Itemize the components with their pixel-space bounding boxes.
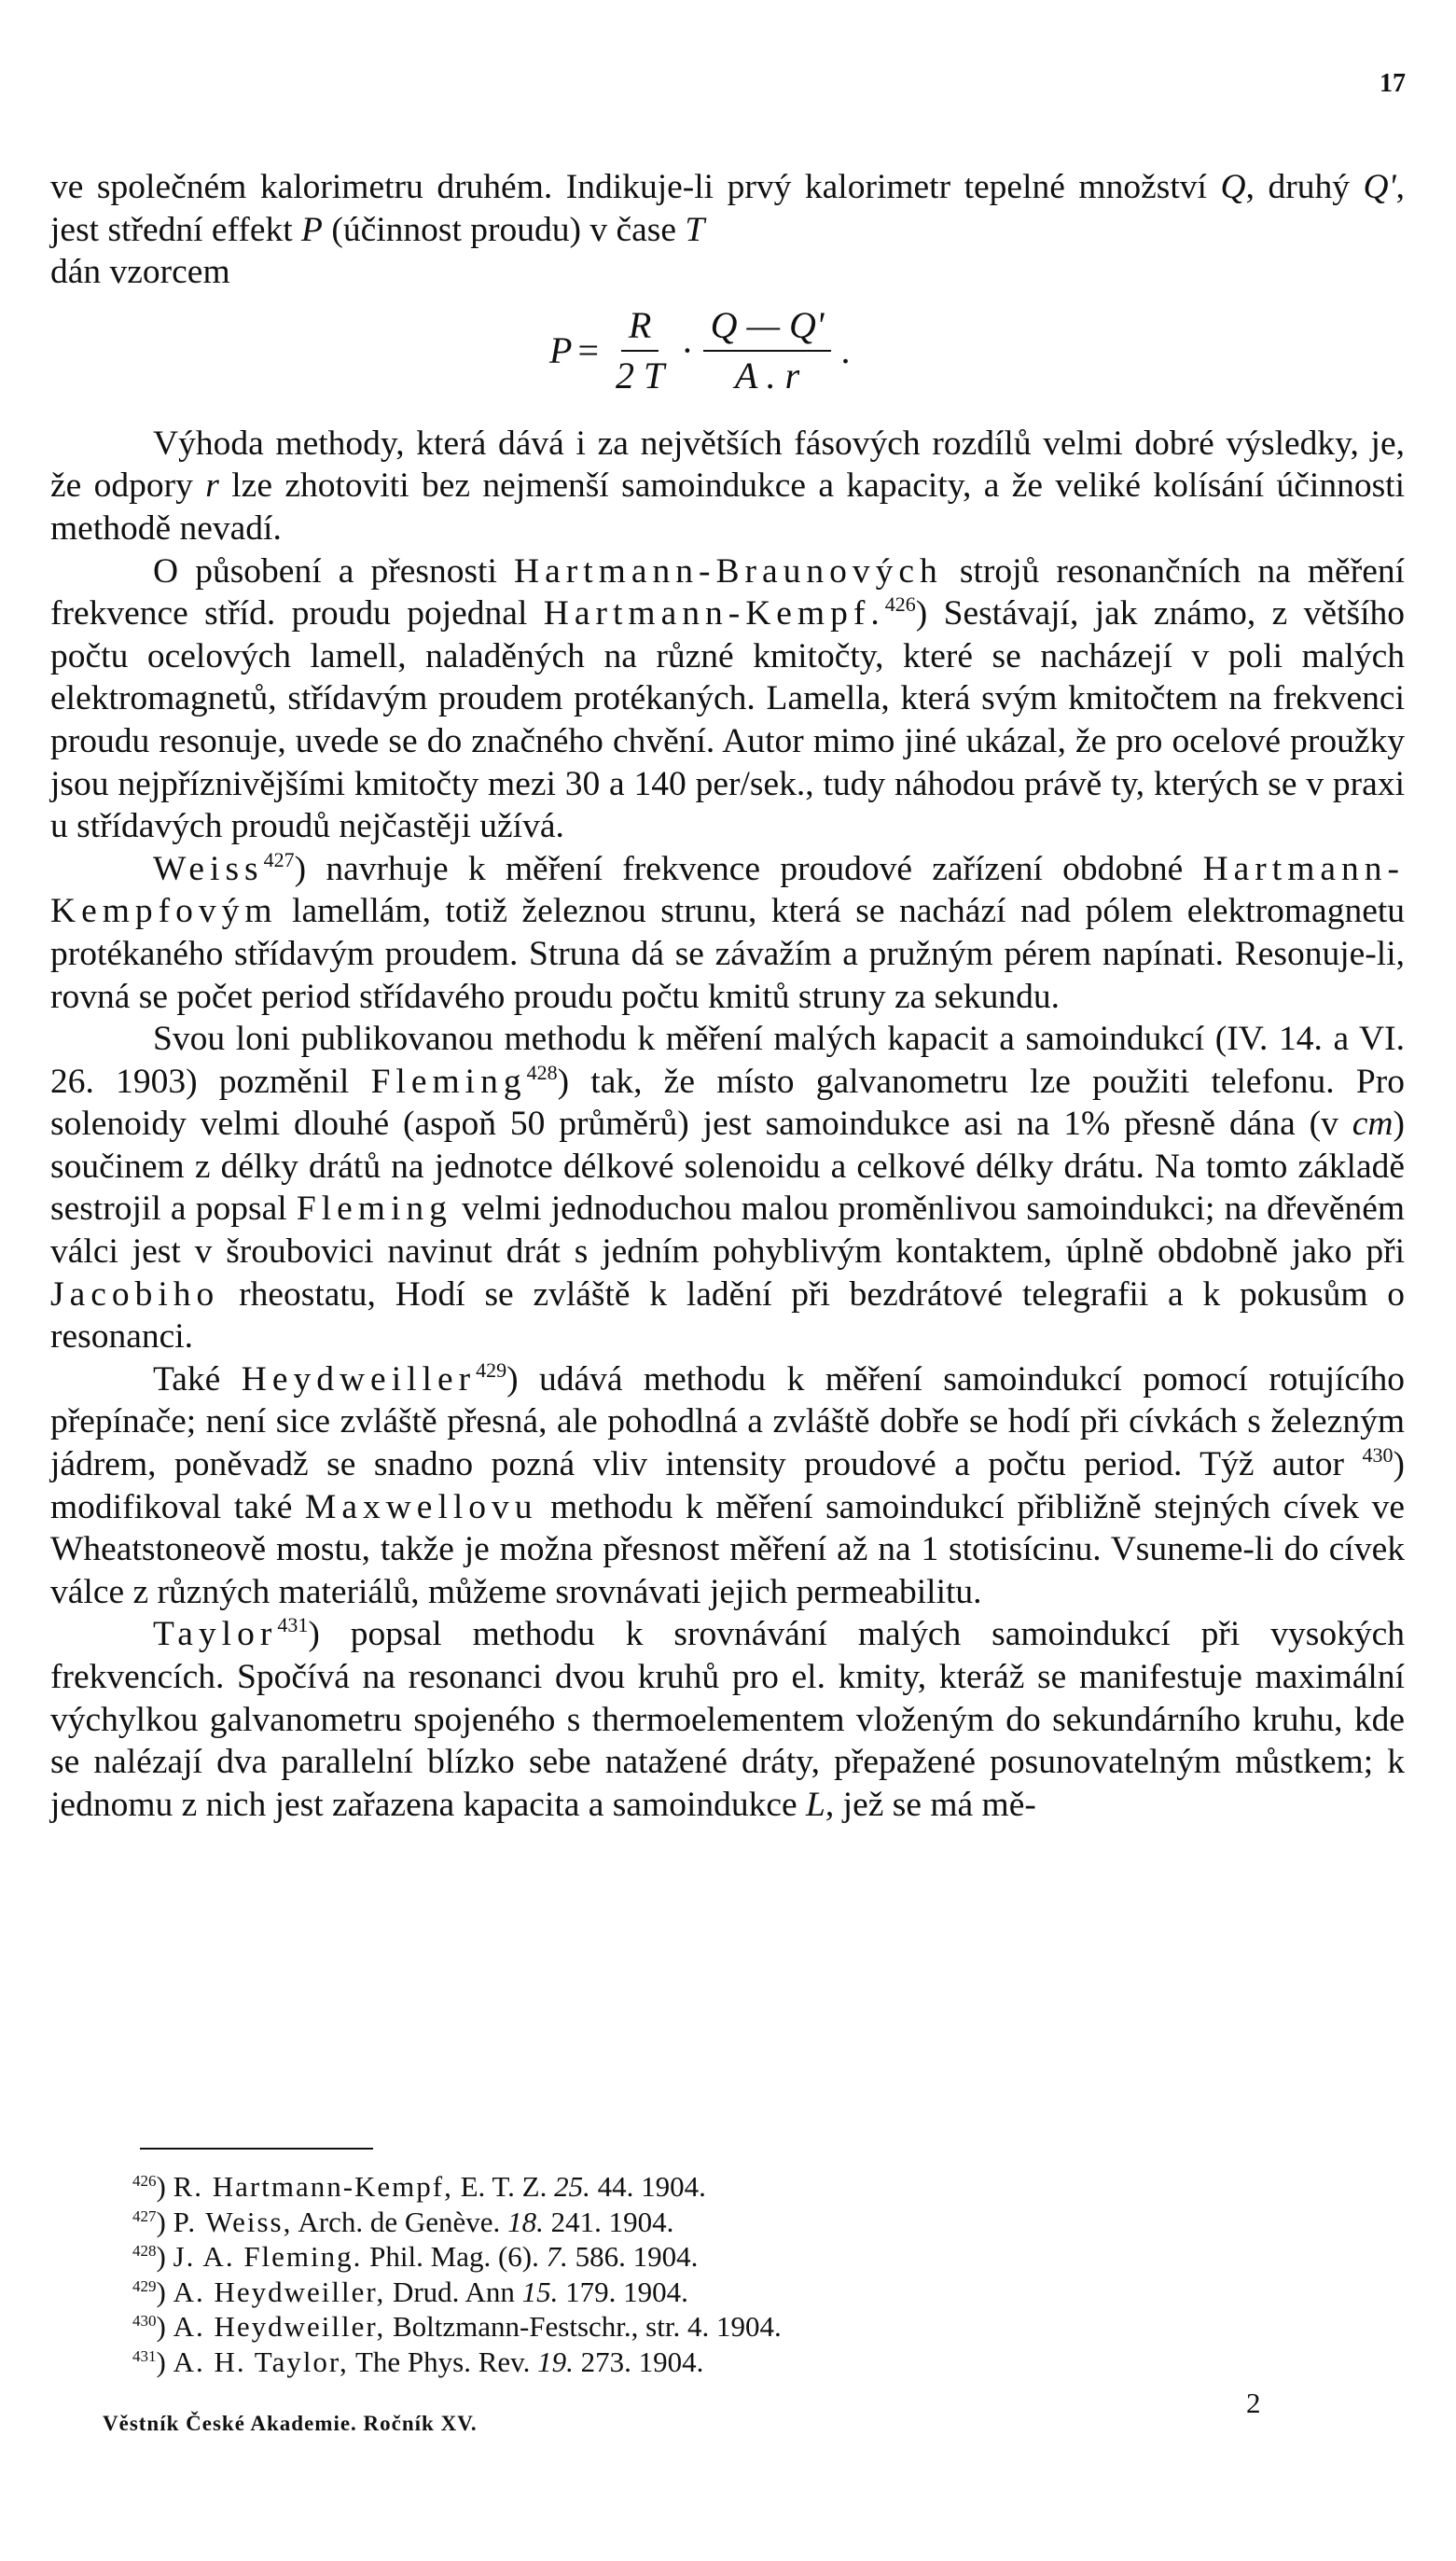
footnote-number: 426 — [132, 2172, 157, 2190]
footnote-rule — [140, 2148, 373, 2150]
footnote-volume: 25. — [554, 2170, 590, 2203]
footnote-source: Boltzmann-Festschr., str. — [392, 2310, 681, 2343]
footnote-source: The Phys. Rev. — [354, 2345, 531, 2378]
formula — [549, 303, 850, 398]
footnote: $^{428}$) J. A. Fleming. Phil. Mag. (6). 7. 586. 1904. — [132, 2240, 699, 2273]
fraction-numerator: R — [621, 303, 659, 352]
symbol-q: Q — [1220, 168, 1246, 206]
footnote-volume: 19. — [537, 2345, 574, 2378]
paragraph-heydweiller — [50, 1358, 1405, 1614]
fraction-r-over-2t — [608, 303, 672, 398]
text-run: Výhoda methody, která dává i za největších fásových rozdílů velmi dobré výsledky, je, že odpory — [50, 424, 1405, 506]
footnote: $^{427}$) P. Weiss, Arch. de Genève. 18. 241. 1904. — [132, 2205, 674, 2238]
text-run: Svou loni publikovanou methodu k měření malých kapacit a samoindukcí (IV. 14. a VI. 26. 1903) pozměnil — [50, 1020, 1405, 1101]
footnote: $^{426}$) R. Hartmann-Kempf, E. T. Z. 25. 44. 1904. — [132, 2170, 706, 2203]
footnote-author: J. A. Fleming. — [173, 2240, 363, 2273]
person-name: Jacobiho — [50, 1274, 220, 1314]
fraction-numerator: Q — Q' — [703, 303, 832, 352]
formula-lhs: P — [549, 328, 573, 371]
footnote-author: A. Heydweiller, — [173, 2310, 386, 2343]
footnote-number: 431 — [132, 2346, 157, 2365]
footnote-volume: 7. — [546, 2240, 568, 2273]
text-run: ) Sestávají, jak známo, z většího počtu ocelových lamell, naladěných na různé kmitočty, které se nacházejí v poli malých elektromagnetů, střídavým proudem protékaných. Lamella, která svým kmitočtem na frekvenci proudu resonuje, uvede se do značného chvění. Autor mimo jiné ukázal, že pro ocelové proužky jsou nejpříznivějšími kmitočty mezi 30 a 140 per/sek., tudy náhodou právě ty, kterých se v praxi u střídavých proudů nejčastěji užívá. — [50, 594, 1406, 846]
footnote-ref: 429 — [476, 1357, 507, 1382]
text-run: ve společném kalorimetru druhém. Indikuje-li prvý kalorimetr tepelné množství — [50, 168, 1207, 206]
person-name: Fleming — [370, 1062, 527, 1101]
footnote-ref: 427 — [263, 847, 295, 871]
symbol-q-prime: Q' — [1363, 168, 1396, 206]
text-run: velmi jednoduchou malou proměnlivou samoindukci; na dřevěném válci jest v šroubovici navinut drát s jedním pohyblivým kontaktem, úplně obdobně jako při — [50, 1190, 1406, 1272]
footnote-pages: 179. 1904. — [565, 2275, 688, 2308]
symbol-p: P — [301, 210, 323, 249]
text-run: , jest střední effekt — [50, 168, 1406, 249]
person-name: Weiss — [153, 849, 264, 888]
text-run: Také — [153, 1359, 221, 1399]
footnote-number: 429 — [132, 2276, 157, 2295]
footnotes — [132, 2169, 782, 2379]
text-run: ) modifikoval také — [50, 1445, 1406, 1526]
paragraph-hartmann — [50, 550, 1405, 848]
footnote-author: R. Hartmann-Kempf, — [173, 2170, 453, 2203]
person-name: Fleming — [296, 1190, 452, 1229]
formula-block — [50, 294, 1405, 423]
text-run: ) navrhuje k měření frekvence proudové zařízení obdobné — [294, 849, 1184, 888]
fraction-q-over-ar — [703, 303, 832, 398]
person-name: Taylor — [153, 1615, 278, 1654]
paragraph-fleming — [50, 1018, 1405, 1358]
footnote-author: P. Weiss, — [173, 2205, 293, 2238]
formula-dot: · — [681, 328, 694, 371]
footnote-source: Phil. Mag. (6). — [369, 2240, 539, 2273]
footnote-source: Drud. Ann — [392, 2275, 515, 2308]
person-name: Hartmann-Braunových — [514, 551, 943, 591]
footnote-source: Arch. de Genève. — [298, 2205, 501, 2238]
paragraph-weiss — [50, 848, 1405, 1018]
paragraph-intro — [50, 166, 1405, 294]
footnote: $^{429}$) A. Heydweiller, Drud. Ann 15. 179. 1904. — [132, 2275, 688, 2308]
person-name: Hartmann-Kempfovým — [50, 849, 1405, 931]
paragraph-vyhoda — [50, 423, 1405, 550]
text-run: ) udává methodu k měření samoindukcí pomocí rotujícího přepínače; není sice zvláště přesná, ale pohodlná a zvláště dobře se hodí při cívkách s železným jádrem, poněvadž se snadno pozná vliv intensity proudové a počtu period. Týž autor — [50, 1359, 1405, 1484]
footnote: $^{430}$) A. Heydweiller, Boltzmann-Festschr., str. 4. 1904. — [132, 2310, 782, 2343]
signature-mark: 2 — [1246, 2387, 1261, 2419]
journal-line: Věstník České Akademie. Ročník XV. — [103, 2412, 478, 2435]
footnote-pages: 241. 1904. — [550, 2205, 674, 2238]
text-run: methodu k měření samoindukcí přibližně stejných cívek ve Wheatstoneově mostu, takže je možna přesnost měření až na 1 stotisícinu. Vsuneme-li do cívek válce z různých materiálů, můžeme srovnávati jejich permeabilitu. — [50, 1487, 1405, 1611]
text-run: strojů resonančních na měření frekvence stříd. proudu pojednal — [50, 551, 1406, 633]
text-run: , jež se má mě- — [825, 1785, 1036, 1824]
symbol-r: r — [205, 466, 219, 506]
unit-cm: cm — [1352, 1105, 1394, 1144]
footnote-source: E. T. Z. — [460, 2170, 548, 2203]
text-run: rheostatu, Hodí se zvláště k ladění při bezdrátové telegrafii a k pokusům o resonanci. — [50, 1274, 1405, 1357]
footnote: $^{431}$) A. H. Taylor, The Phys. Rev. 19. 273. 1904. — [132, 2345, 704, 2378]
footnote-ref: 430 — [1362, 1443, 1394, 1468]
person-name: Maxwellovu — [304, 1487, 538, 1526]
footnote-ref: 426 — [884, 592, 916, 617]
person-name: Hartmann-Kempf. — [543, 594, 885, 633]
text-run: dán vzorcem — [50, 253, 230, 292]
text-run: přesně dána (v — [1124, 1105, 1338, 1144]
page-number: 17 — [1380, 69, 1406, 98]
text-run: lamellám, totiž železnou strunu, která se nachází nad pólem elektromagnetu protékaného střídavým proudem. Struna dá se závažím a pružným pérem napínati. Resonuje-li, rovná se počet period střídavého proudu počtu kmitů struny za sekundu. — [50, 892, 1406, 1016]
paragraph-taylor — [50, 1613, 1405, 1826]
text-run: ) popsal methodu k srovnávání malých samoindukcí při vysokých frekvencích. Spočívá na resonanci dvou kruhů pro el. kmity, kteráž se manifestuje maximální výchylkou galvanometru spojeného s thermoelementem vloženým do sekundárního kruhu, kde se nalézají dva parallelní blízko sebe natažené dráty, přepažené posunovatelným můstkem; k jednomu z nich jest zařazena kapacita a samoindukce — [50, 1615, 1405, 1824]
formula-period: . — [840, 328, 851, 371]
fraction-denominator: 2 T — [616, 354, 665, 397]
text-run: O působení a přesnosti — [153, 551, 497, 591]
person-name: Heydweiller — [241, 1359, 477, 1399]
symbol-t: T — [685, 210, 705, 249]
footnote-number: 430 — [132, 2312, 157, 2330]
text-run: , druhý — [1245, 168, 1350, 206]
footnote-ref: 428 — [526, 1060, 558, 1084]
percent-sign: % — [1081, 1105, 1111, 1144]
footnote-number: 427 — [132, 2206, 157, 2225]
footnote-ref: 431 — [277, 1613, 309, 1637]
footnote-pages: 586. 1904. — [575, 2240, 699, 2273]
text-run: ) součinem z délky drátů na jednotce délkové solenoidu a celkové délky drátu. Na tomto základě sestrojil a popsal — [50, 1105, 1406, 1229]
footnote-pages: 273. 1904. — [580, 2345, 704, 2378]
symbol-l: L — [806, 1785, 825, 1824]
text-run: (účinnost proudu) v čase — [331, 210, 677, 249]
footnote-author: A. H. Taylor, — [173, 2345, 349, 2378]
body-text — [50, 166, 1405, 1826]
footnote-pages: 4. 1904. — [686, 2310, 782, 2343]
text-run: lze zhotoviti bez nejmenší samoindukce a kapacity, a že veliké kolísání účinnosti methodě nevadí. — [50, 466, 1406, 548]
text-run: ) tak, že místo galvanometru lze použiti telefonu. Pro solenoidy velmi dlouhé (aspoň 50 průměrů) jest samoindukce asi na 1 — [50, 1062, 1405, 1144]
fraction-denominator: A . r — [734, 354, 800, 397]
footnote-volume: 15. — [521, 2275, 559, 2308]
footnote-author: A. Heydweiller, — [173, 2275, 386, 2308]
footnote-volume: 18. — [507, 2205, 544, 2238]
formula-equals: = — [577, 328, 599, 371]
footnote-number: 428 — [132, 2242, 157, 2260]
footnote-pages: 44. 1904. — [597, 2170, 706, 2203]
